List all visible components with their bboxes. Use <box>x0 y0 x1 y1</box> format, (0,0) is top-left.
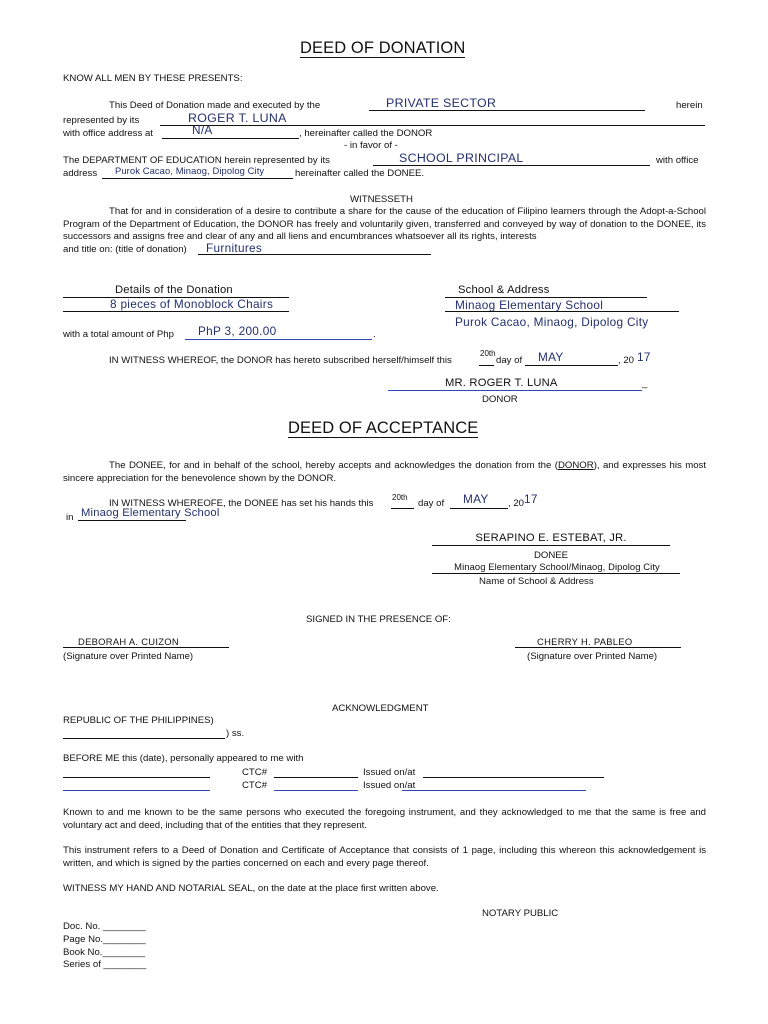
ack-ctc1-line <box>274 777 358 778</box>
deed-line6-suffix: hereinafter called the DONEE. <box>295 168 425 179</box>
witness2-name: CHERRY H. PABLEO <box>537 636 633 647</box>
donee-month-value: MAY <box>463 492 489 506</box>
donee-school-line <box>432 573 680 574</box>
donor-day-value: 20th <box>480 349 496 358</box>
ack-ctc2-line <box>274 790 358 791</box>
acceptance-body-donor: DONOR <box>557 460 594 471</box>
place-value: Minaog Elementary School <box>81 507 220 519</box>
donee-name-value: SERAPINO E. ESTEBAT, JR. <box>475 532 627 544</box>
deed-line3-suffix: , hereinafter called the DONOR <box>299 128 433 139</box>
place-line <box>78 520 186 521</box>
ack-ctc1-label: CTC# <box>242 767 268 778</box>
donee-day-of-text: day of <box>418 498 445 509</box>
ack-before-me: BEFORE ME this (date), personally appeared to me with <box>63 753 304 764</box>
deed-line3-text: with office address at <box>63 128 153 139</box>
ack-party1-line <box>63 777 210 778</box>
ack-republic: REPUBLIC OF THE PHILIPPINES) <box>63 715 214 726</box>
school-address-value: Purok Cacao, Minaog, Dipolog City <box>455 315 649 329</box>
donation-title-value: Furnitures <box>206 241 263 255</box>
total-amount-line <box>185 339 372 340</box>
donor-month-value: MAY <box>538 350 564 364</box>
donee-school-caption: Name of School & Address <box>479 576 594 587</box>
donee-year-value: 17 <box>524 492 538 506</box>
witness1-caption: (Signature over Printed Name) <box>63 651 194 662</box>
total-amount-value: PhP 3, 200.00 <box>198 324 277 338</box>
ack-ss: ) ss. <box>226 728 245 739</box>
ack-issued2-label: Issued on/at <box>363 780 416 791</box>
donor-entity-line <box>369 110 645 111</box>
ack-issued2-line <box>402 790 586 791</box>
deed-line5-text: The DEPARTMENT OF EDUCATION herein represented by its <box>63 155 330 166</box>
ack-party2-line <box>63 790 210 791</box>
donor-label: DONOR <box>482 394 518 405</box>
donee-witness-text: IN WITNESS WHEREOFE, the DONEE has set his hands this <box>109 498 374 509</box>
representative-value: ROGER T. LUNA <box>188 111 287 125</box>
donor-month-line <box>525 365 618 366</box>
donor-year-text: , 20 <box>618 355 635 366</box>
acceptance-body-paragraph <box>63 460 706 485</box>
ack-heading: ACKNOWLEDGMENT <box>332 703 429 714</box>
in-favor-of: - in favor of - <box>344 140 398 151</box>
series-of-label: Series of ________ <box>63 959 147 970</box>
title-of-donation-label: and title on: (title of donation) <box>63 244 187 255</box>
deed-line5-suffix: with office <box>656 155 699 166</box>
office-address-value: N/A <box>192 123 213 137</box>
donor-entity-value: PRIVATE SECTOR <box>386 96 497 110</box>
ack-known-paragraph: Known to and me known to be the same persons who executed the foregoing instrument, and they acknowledged to me that the same is free and voluntary act and deed, including that of the entities that they represent. <box>63 807 706 831</box>
donee-month-line <box>450 508 508 509</box>
notary-public-label: NOTARY PUBLIC <box>482 908 559 919</box>
donor-signature-tail: _ <box>642 378 648 389</box>
donor-signature-line <box>388 390 642 391</box>
total-amount-period: . <box>373 329 376 340</box>
donee-school-address: Minaog Elementary School/Minaog, Dipolog City <box>454 561 660 572</box>
details-heading: Details of the Donation <box>115 284 233 296</box>
acceptance-body-part2: ), and expresses his most sincere appreciation for the benevolence shown by the DONOR. <box>63 460 706 484</box>
deped-rep-value: SCHOOL PRINCIPAL <box>399 151 524 165</box>
page-no-label: Page No.________ <box>63 934 146 945</box>
doc-no-label: Doc. No. ________ <box>63 921 146 932</box>
ack-issued1-label: Issued on/at <box>363 767 416 778</box>
total-amount-label: with a total amount of Php <box>63 329 174 340</box>
book-no-label: Book No.________ <box>63 947 146 958</box>
deed-title: DEED OF DONATION <box>300 39 466 57</box>
deed-body-paragraph: That for and in consideration of a desire to contribute a share for the cause of the education of Filipino learners through the Adopt-a-School Program of the Department of Education, the DONOR has freely and voluntarily given, transferred and conveyed by way of donation to the DONEE, its successors and assigns free and clear of any and all liens and encumbrances whatsoever all its rights, interests <box>63 206 706 243</box>
donation-details-value: 8 pieces of Monoblock Chairs <box>110 297 274 311</box>
ack-witness-seal: WITNESS MY HAND AND NOTARIAL SEAL, on the date at the place first written above. <box>63 883 439 894</box>
donation-details-line <box>63 311 289 312</box>
deed-line1-herein: herein <box>676 100 703 111</box>
donee-signature-line <box>432 545 670 546</box>
ack-instrument-paragraph: This instrument refers to a Deed of Donation and Certificate of Acceptance that consists of 1 page, including this whereon this acknowledgement is written, and which is signed by the parties concerned on each and every page thereof. <box>63 845 706 869</box>
donee-address-value: Purok Cacao, Minaog, Dipolog City <box>115 165 265 176</box>
office-address-line <box>162 138 299 139</box>
school-name-line <box>445 311 679 312</box>
ack-issued1-line <box>423 777 604 778</box>
donor-day-of-text: day of <box>496 355 523 366</box>
donee-day-line <box>391 508 414 509</box>
donee-year-text: , 20 <box>508 498 525 509</box>
donor-year-value: 17 <box>637 350 651 364</box>
donee-day-value: 20th <box>392 493 408 502</box>
witnesseth-heading: WITNESSETH <box>350 194 413 205</box>
ack-ctc2-label: CTC# <box>242 780 268 791</box>
deped-rep-line <box>373 165 650 166</box>
witness2-caption: (Signature over Printed Name) <box>527 651 658 662</box>
in-label: in <box>66 512 74 523</box>
donor-name-value: MR. ROGER T. LUNA <box>445 377 558 389</box>
donee-label: DONEE <box>533 550 569 561</box>
donor-witness-text: IN WITNESS WHEREOF, the DONOR has hereto subscribed herself/himself this <box>109 355 452 366</box>
acceptance-title: DEED OF ACCEPTANCE <box>288 419 479 437</box>
donee-address-line <box>102 178 293 179</box>
know-all-line: KNOW ALL MEN BY THESE PRESENTS: <box>63 73 243 84</box>
deed-line2-text: represented by its <box>63 115 140 126</box>
acceptance-body-part1: The DONEE, for and in behalf of the school, hereby accepts and acknowledges the donation from the ( <box>109 460 558 471</box>
deed-line1-text: This Deed of Donation made and executed by the <box>109 100 321 111</box>
deed-line6-text: address <box>63 168 98 179</box>
witness1-name: DEBORAH A. CUIZON <box>78 636 179 647</box>
school-name-value: Minaog Elementary School <box>455 298 604 312</box>
representative-line <box>160 125 705 126</box>
ack-venue-line <box>63 738 225 739</box>
presence-heading: SIGNED IN THE PRESENCE OF: <box>306 614 451 625</box>
donor-day-line <box>479 365 494 366</box>
school-heading: School & Address <box>458 284 550 296</box>
